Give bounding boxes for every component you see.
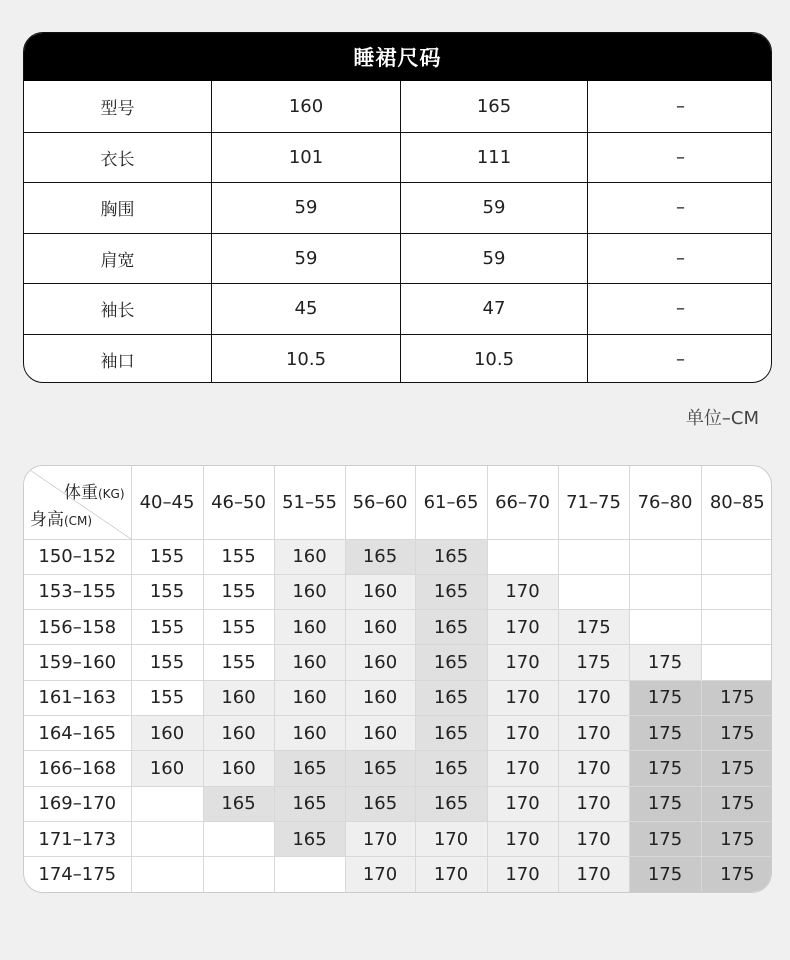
recommended-size-cell: 165 — [415, 610, 487, 645]
recommended-size-cell — [629, 610, 701, 645]
weight-range-header: 51–55 — [274, 466, 345, 539]
size-value-cell: – — [587, 183, 772, 233]
size-table-row — [24, 283, 771, 334]
recommended-size-cell: 165 — [274, 786, 345, 821]
recommended-size-cell: 170 — [558, 751, 629, 786]
recommended-size-cell: 175 — [701, 786, 772, 821]
recommended-size-cell: 165 — [415, 786, 487, 821]
weight-range-header: 80–85 — [701, 466, 772, 539]
recommended-size-cell: 155 — [131, 574, 203, 609]
size-value-cell: 111 — [400, 133, 587, 183]
recommended-size-cell: 175 — [629, 751, 701, 786]
height-range-cell: 156–158 — [24, 610, 131, 645]
weight-range-header: 40–45 — [131, 466, 203, 539]
recommended-size-cell — [701, 574, 772, 609]
recommended-size-cell: 160 — [274, 645, 345, 680]
size-row-label: 袖口 — [100, 351, 135, 372]
height-range-cell: 164–165 — [24, 715, 131, 750]
recommended-size-cell: 165 — [345, 751, 415, 786]
height-range-cell: 159–160 — [24, 645, 131, 680]
recommended-size-cell — [203, 857, 274, 892]
table-row — [24, 751, 772, 786]
size-value-cell: – — [587, 234, 772, 284]
size-value-cell: 59 — [400, 183, 587, 233]
recommended-size-cell: 170 — [345, 857, 415, 892]
height-range-cell: 150–152 — [24, 539, 131, 574]
recommended-size-cell: 160 — [345, 574, 415, 609]
recommended-size-cell: 170 — [487, 821, 558, 856]
recommended-size-cell: 160 — [345, 715, 415, 750]
recommended-size-cell: 165 — [415, 574, 487, 609]
table-row — [24, 680, 772, 715]
recommended-size-cell — [701, 610, 772, 645]
size-value-cell: 10.5 — [211, 335, 400, 384]
weight-axis-label: 体重(KG) — [63, 483, 125, 503]
recommended-size-cell: 160 — [274, 680, 345, 715]
recommended-size-cell: 160 — [203, 680, 274, 715]
recommended-size-cell: 165 — [415, 680, 487, 715]
table-row — [24, 539, 772, 574]
recommended-size-cell: 165 — [415, 539, 487, 574]
recommended-size-cell: 170 — [487, 786, 558, 821]
recommended-size-cell: 165 — [345, 786, 415, 821]
size-table-row — [24, 233, 771, 284]
size-value-cell: 59 — [400, 234, 587, 284]
recommended-size-cell: 170 — [558, 821, 629, 856]
size-table-row — [24, 132, 771, 183]
recommended-size-cell — [131, 857, 203, 892]
recommended-size-cell: 165 — [274, 751, 345, 786]
recommended-size-cell — [701, 539, 772, 574]
recommended-size-cell: 175 — [629, 680, 701, 715]
height-range-cell: 153–155 — [24, 574, 131, 609]
recommended-size-cell: 170 — [415, 857, 487, 892]
recommended-size-cell: 160 — [345, 680, 415, 715]
size-row-label: 型号 — [100, 98, 135, 119]
recommended-size-cell — [629, 539, 701, 574]
recommended-size-cell: 160 — [131, 751, 203, 786]
recommended-size-cell — [487, 539, 558, 574]
recommended-size-cell: 170 — [487, 645, 558, 680]
recommended-size-cell: 175 — [701, 857, 772, 892]
size-value-cell: 59 — [211, 183, 400, 233]
recommended-size-cell: 155 — [131, 645, 203, 680]
recommended-size-cell: 165 — [274, 821, 345, 856]
size-row-label: 肩宽 — [100, 250, 135, 271]
recommended-size-cell: 165 — [415, 645, 487, 680]
size-value-cell: 59 — [211, 234, 400, 284]
recommended-size-cell — [558, 539, 629, 574]
recommended-size-cell: 175 — [629, 821, 701, 856]
recommended-size-cell: 170 — [415, 821, 487, 856]
recommended-size-cell — [629, 574, 701, 609]
recommended-size-cell — [131, 821, 203, 856]
weight-range-header: 46–50 — [203, 466, 274, 539]
recommended-size-cell: 175 — [701, 715, 772, 750]
size-table-title: 睡裙尺码 — [24, 33, 771, 81]
recommended-size-cell: 160 — [131, 715, 203, 750]
recommended-size-cell: 160 — [274, 715, 345, 750]
recommended-size-cell: 170 — [487, 610, 558, 645]
recommended-size-cell: 175 — [701, 751, 772, 786]
height-axis-label: 身高(CM) — [30, 509, 93, 530]
recommended-size-cell: 165 — [203, 786, 274, 821]
size-value-cell: 165 — [400, 81, 587, 132]
weight-range-header: 61–65 — [415, 466, 487, 539]
recommended-size-cell: 160 — [345, 610, 415, 645]
recommended-size-cell: 170 — [487, 680, 558, 715]
size-row-label: 胸围 — [100, 200, 135, 221]
table-row — [24, 610, 772, 645]
weight-range-header: 71–75 — [558, 466, 629, 539]
recommended-size-cell: 175 — [629, 857, 701, 892]
size-row-label: 衣长 — [100, 149, 135, 170]
size-value-cell: – — [587, 133, 772, 183]
height-range-cell: 166–168 — [24, 751, 131, 786]
height-range-cell: 171–173 — [24, 821, 131, 856]
size-value-cell: 10.5 — [400, 335, 587, 384]
recommended-size-cell — [203, 821, 274, 856]
size-row-label: 袖长 — [100, 301, 135, 322]
weight-range-header: 76–80 — [629, 466, 701, 539]
recommended-size-cell: 160 — [274, 610, 345, 645]
recommended-size-cell: 170 — [558, 680, 629, 715]
table-row — [24, 715, 772, 750]
size-value-cell: – — [587, 335, 772, 384]
table-row — [24, 857, 772, 892]
recommended-size-cell: 165 — [345, 539, 415, 574]
recommended-size-cell: 170 — [487, 857, 558, 892]
height-range-cell: 161–163 — [24, 680, 131, 715]
recommended-size-cell: 175 — [558, 610, 629, 645]
size-value-cell: – — [587, 81, 772, 132]
recommended-size-cell: 160 — [203, 751, 274, 786]
recommended-size-cell: 160 — [203, 715, 274, 750]
recommended-size-cell: 165 — [415, 715, 487, 750]
size-recommendation-table — [23, 465, 772, 893]
size-table — [23, 32, 772, 383]
size-value-cell: 160 — [211, 81, 400, 132]
recommended-size-cell: 175 — [629, 645, 701, 680]
table-row — [24, 574, 772, 609]
recommended-size-cell: 175 — [629, 715, 701, 750]
recommended-size-cell: 175 — [701, 821, 772, 856]
table-corner-header — [24, 466, 131, 539]
size-value-cell: 101 — [211, 133, 400, 183]
recommended-size-cell: 170 — [558, 715, 629, 750]
table-row — [24, 821, 772, 856]
recommended-size-cell: 170 — [558, 786, 629, 821]
recommended-size-cell: 175 — [558, 645, 629, 680]
size-value-cell: 47 — [400, 284, 587, 334]
recommended-size-cell: 170 — [487, 574, 558, 609]
size-value-cell: – — [587, 284, 772, 334]
table-row — [24, 786, 772, 821]
recommended-size-cell: 170 — [345, 821, 415, 856]
recommended-size-cell — [131, 786, 203, 821]
recommended-size-cell: 175 — [629, 786, 701, 821]
recommended-size-cell: 170 — [487, 751, 558, 786]
size-table-row — [24, 182, 771, 233]
recommended-size-cell: 175 — [701, 680, 772, 715]
weight-range-header: 56–60 — [345, 466, 415, 539]
height-range-cell: 174–175 — [24, 857, 131, 892]
recommended-size-cell: 155 — [203, 539, 274, 574]
recommended-size-cell: 160 — [274, 539, 345, 574]
recommended-size-cell — [274, 857, 345, 892]
recommended-size-cell: 165 — [415, 751, 487, 786]
recommended-size-cell: 160 — [345, 645, 415, 680]
recommended-size-cell — [701, 645, 772, 680]
recommended-size-cell: 155 — [131, 680, 203, 715]
recommended-size-cell: 170 — [487, 715, 558, 750]
size-table-row — [24, 81, 771, 132]
recommended-size-cell: 160 — [274, 574, 345, 609]
height-range-cell: 169–170 — [24, 786, 131, 821]
recommended-size-cell: 155 — [203, 574, 274, 609]
recommended-size-cell — [558, 574, 629, 609]
weight-range-header: 66–70 — [487, 466, 558, 539]
recommended-size-cell: 170 — [558, 857, 629, 892]
size-value-cell: 45 — [211, 284, 400, 334]
recommended-size-cell: 155 — [131, 539, 203, 574]
recommended-size-cell: 155 — [203, 610, 274, 645]
table-row — [24, 645, 772, 680]
unit-label: 单位–CM — [685, 408, 759, 429]
recommended-size-cell: 155 — [203, 645, 274, 680]
recommended-size-cell: 155 — [131, 610, 203, 645]
size-table-row — [24, 334, 771, 384]
